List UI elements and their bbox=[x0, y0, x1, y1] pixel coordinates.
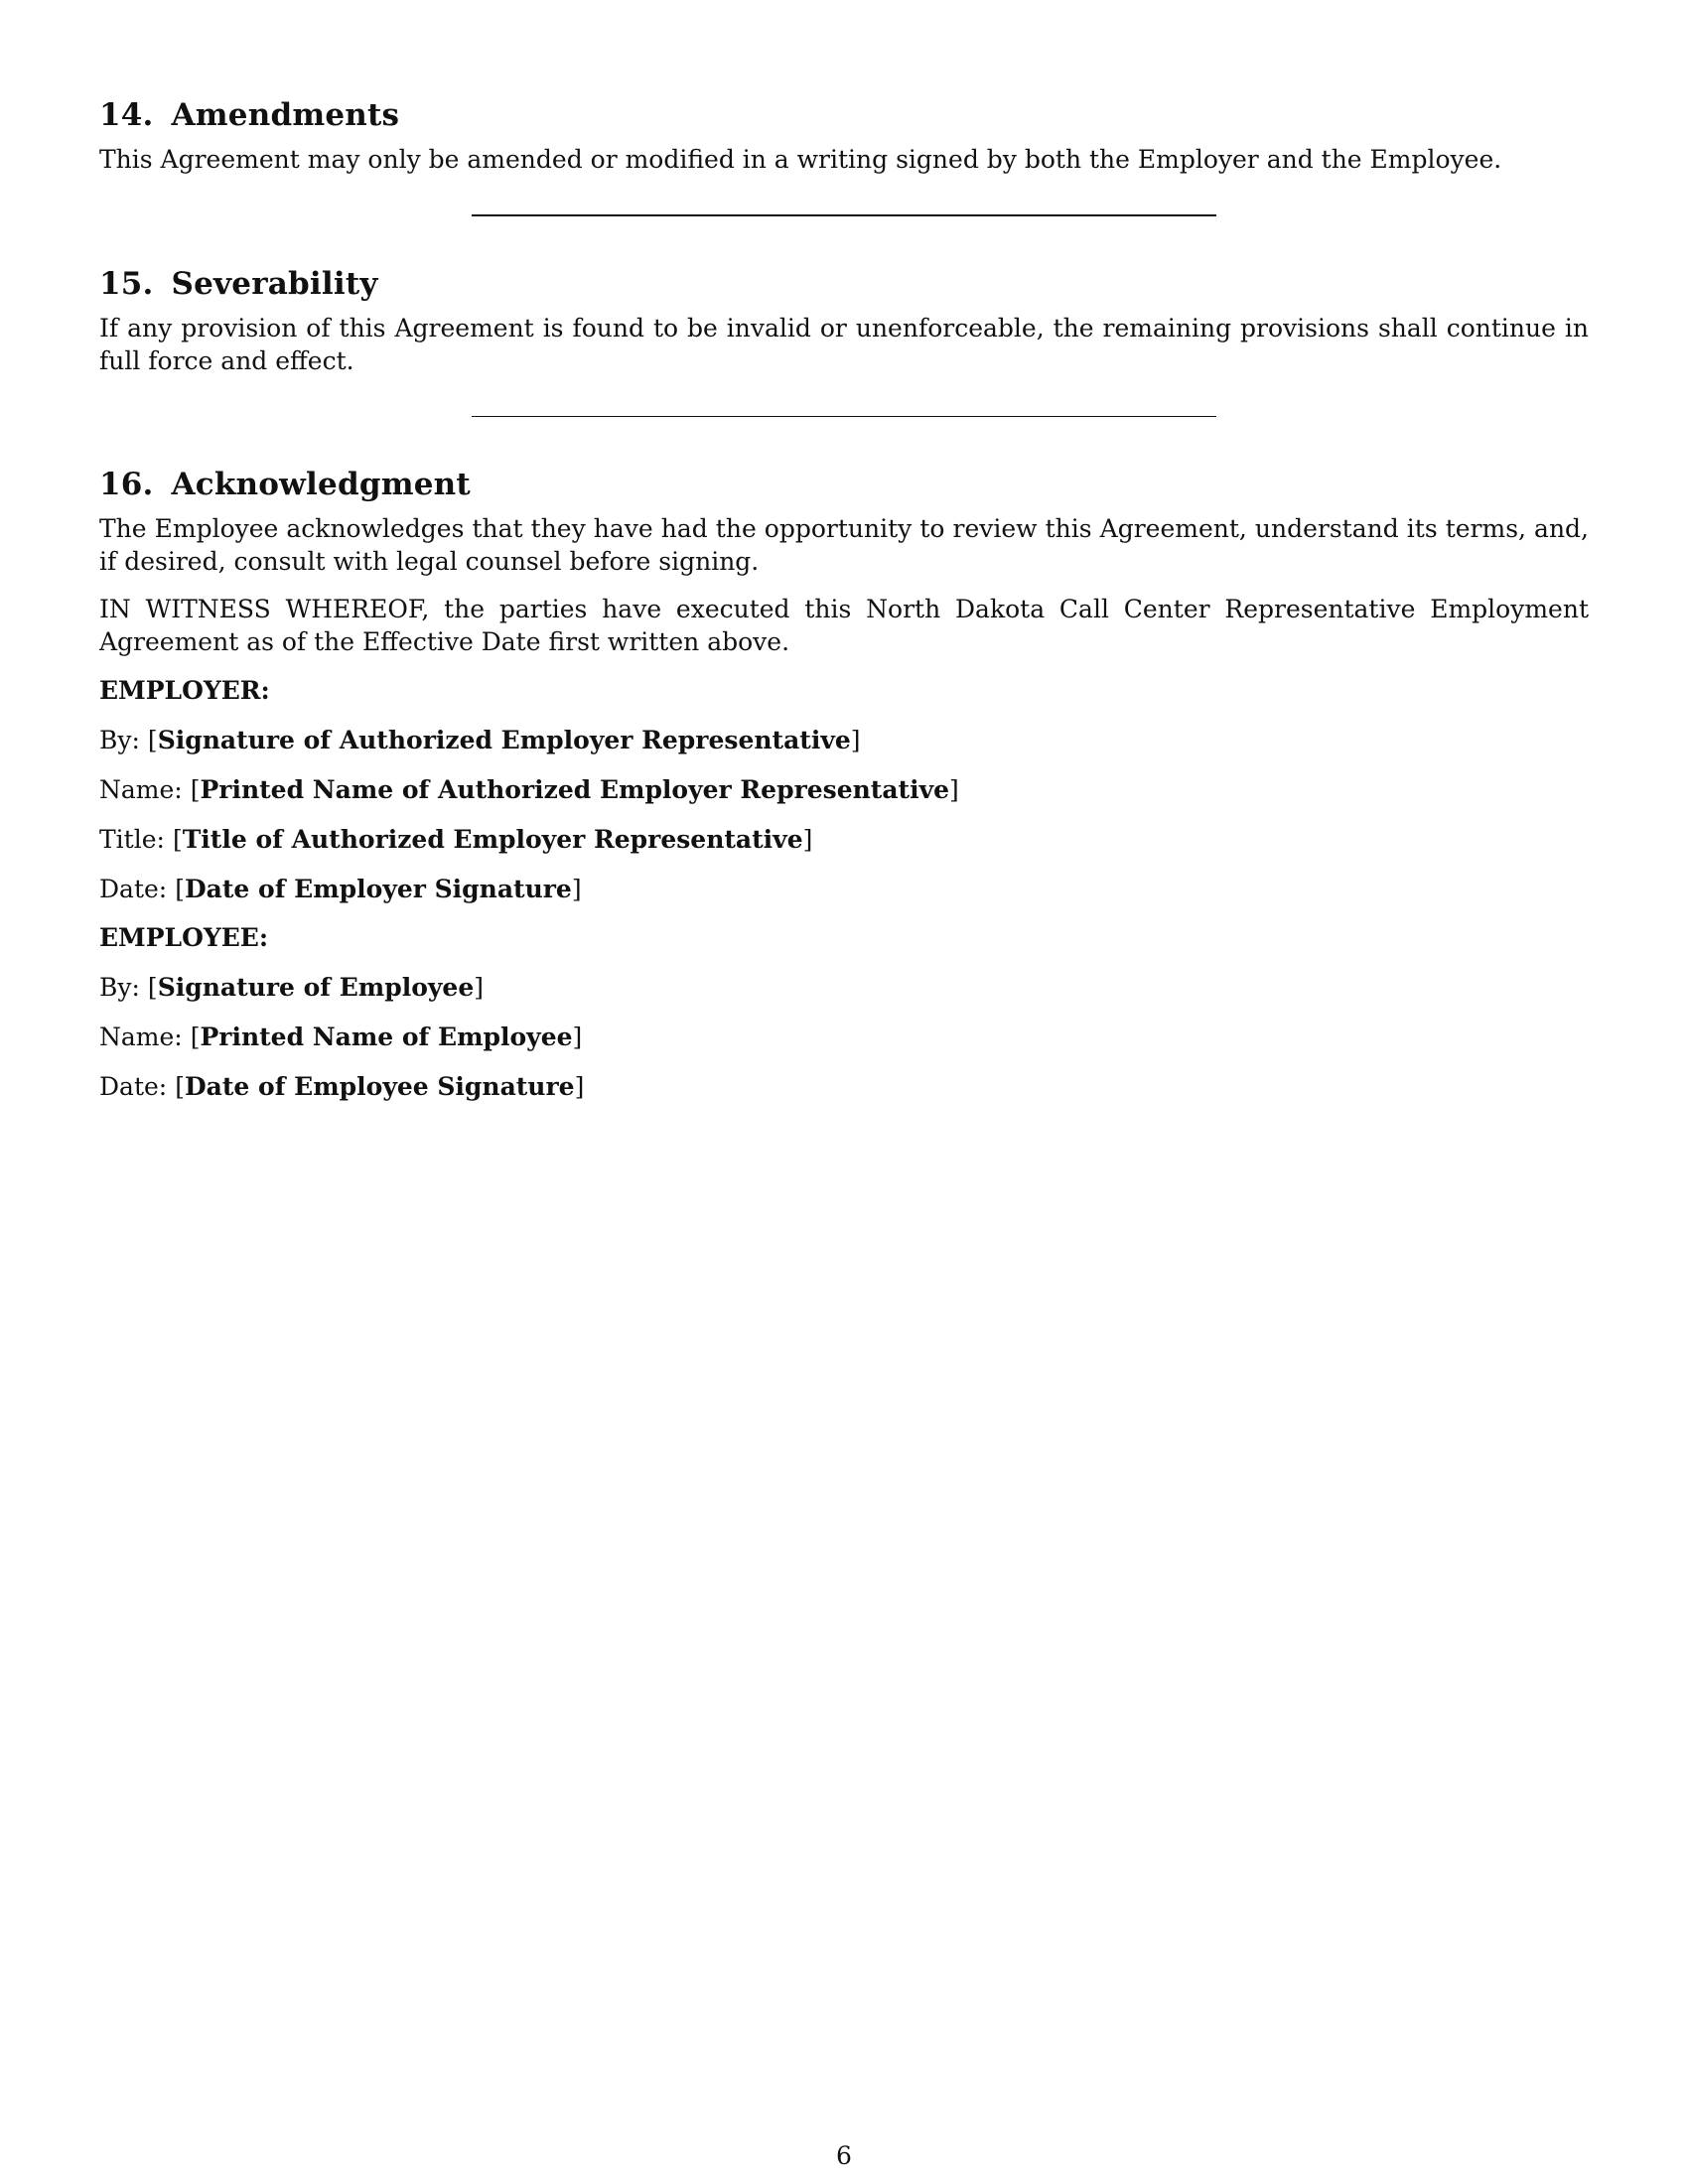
employer-date-placeholder: Date of Employer Signature bbox=[184, 875, 572, 903]
section-divider bbox=[472, 214, 1216, 216]
employer-title-line: Title: [Title of Authorized Employer Representative] bbox=[99, 825, 813, 854]
section-16-paragraph-2: IN WITNESS WHEREOF, the parties have executed this North Dakota Call Center Representative Employment Agreement as of the Effective Date first written above. bbox=[99, 595, 1589, 656]
line-prefix: Date: bbox=[99, 1072, 168, 1101]
section-15-heading bbox=[99, 260, 1589, 308]
section-14-heading bbox=[99, 91, 1589, 139]
employer-title-placeholder: Title of Authorized Employer Representative bbox=[182, 825, 803, 854]
employee-by-line: By: [Signature of Employee] bbox=[99, 973, 484, 1002]
employer-name-placeholder: Printed Name of Authorized Employer Representative bbox=[200, 775, 950, 804]
section-title: Acknowledgment bbox=[171, 467, 471, 502]
section-divider bbox=[472, 416, 1216, 417]
employee-heading: EMPLOYEE: bbox=[99, 923, 269, 952]
employee-name-line: Name: [Printed Name of Employee] bbox=[99, 1023, 583, 1051]
section-16-heading bbox=[99, 461, 1589, 508]
employer-date-line: Date: [Date of Employer Signature] bbox=[99, 875, 582, 903]
section-number: 15. bbox=[99, 266, 154, 302]
section-14-paragraph: This Agreement may only be amended or modified in a writing signed by both the Employer and the Employee. bbox=[99, 145, 1502, 174]
section-15-paragraph: If any provision of this Agreement is found to be invalid or unenforceable, the remaining provisions shall continue in full force and effect. bbox=[99, 314, 1589, 375]
line-prefix: Name: bbox=[99, 1023, 183, 1051]
employee-date-placeholder: Date of Employee Signature bbox=[184, 1072, 575, 1101]
page-content bbox=[99, 91, 1589, 1103]
employer-signature-placeholder: Signature of Authorized Employer Representative bbox=[157, 726, 851, 754]
line-prefix: Title: bbox=[99, 825, 165, 854]
employee-signature-placeholder: Signature of Employee bbox=[157, 973, 475, 1002]
section-title: Amendments bbox=[171, 97, 400, 133]
employer-heading: EMPLOYER: bbox=[99, 676, 270, 705]
employer-by-line: By: [Signature of Authorized Employer Representative] bbox=[99, 726, 861, 754]
page-number: 6 bbox=[836, 2141, 852, 2170]
employee-name-placeholder: Printed Name of Employee bbox=[200, 1023, 573, 1051]
employee-date-line: Date: [Date of Employee Signature] bbox=[99, 1072, 585, 1101]
employer-name-line: Name: [Printed Name of Authorized Employer Representative] bbox=[99, 775, 959, 804]
section-number: 14. bbox=[99, 97, 154, 133]
section-number: 16. bbox=[99, 467, 154, 502]
section-title: Severability bbox=[171, 266, 378, 302]
line-prefix: Date: bbox=[99, 875, 168, 903]
line-prefix: By: bbox=[99, 726, 140, 754]
section-16-paragraph-1: The Employee acknowledges that they have had the opportunity to review this Agreement, understand its terms, and, if desired, consult with legal counsel before signing. bbox=[99, 514, 1589, 576]
line-prefix: Name: bbox=[99, 775, 183, 804]
line-prefix: By: bbox=[99, 973, 140, 1002]
